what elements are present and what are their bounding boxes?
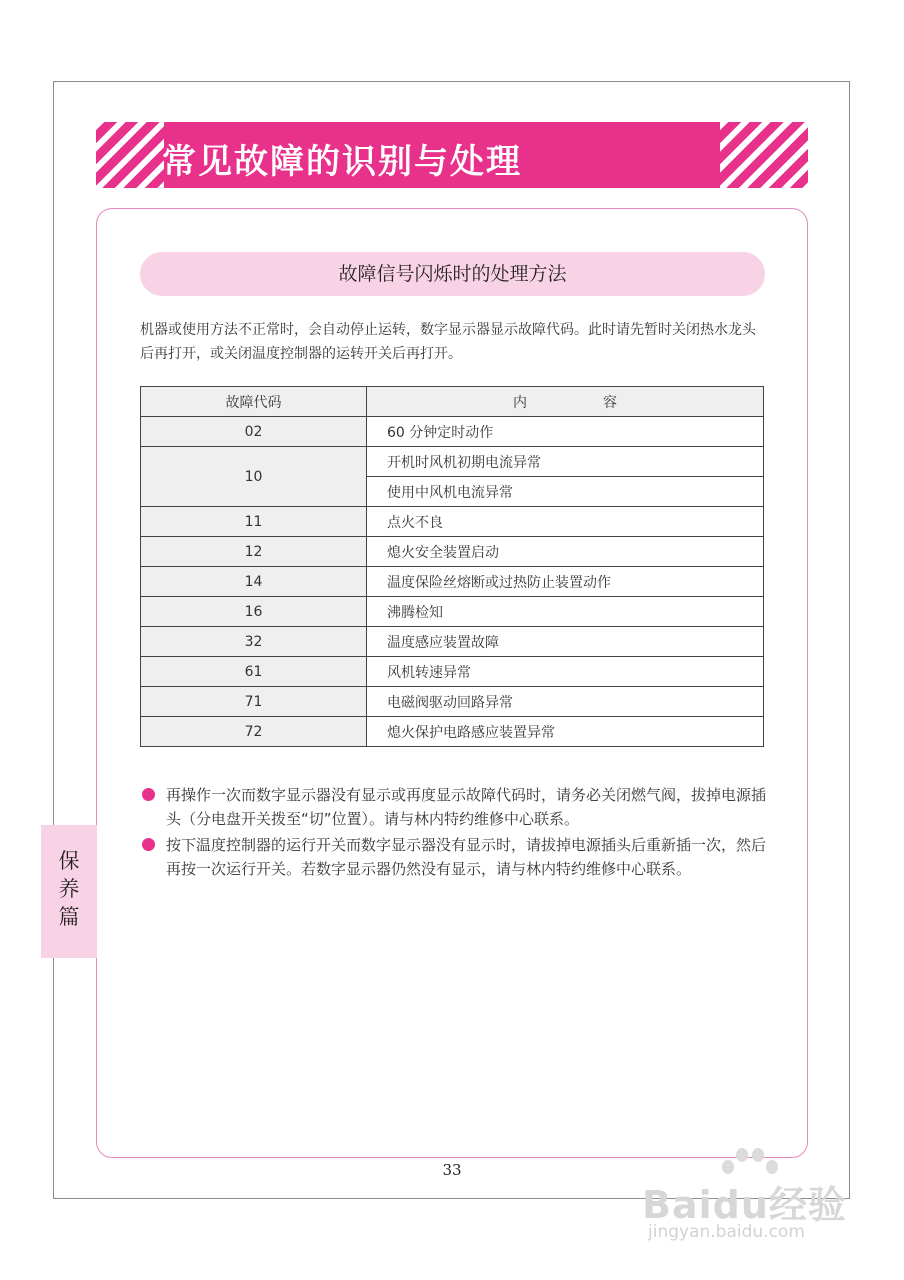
error-code: 32 xyxy=(141,627,367,657)
header-content-1: 内 xyxy=(513,394,527,411)
decorative-stripes-left xyxy=(96,122,164,188)
error-description: 60 分钟定时动作 xyxy=(367,417,764,447)
table-row xyxy=(141,537,764,567)
table-row xyxy=(141,687,764,717)
error-description: 使用中风机电流异常 xyxy=(367,477,764,507)
error-description: 风机转速异常 xyxy=(367,657,764,687)
error-code: 10 xyxy=(141,447,367,507)
table-row xyxy=(141,447,764,477)
table-row xyxy=(141,597,764,627)
error-code: 72 xyxy=(141,717,367,747)
note-text: 再操作一次而数字显示器没有显示或再度显示故障代码时，请务必关闭燃气阀，拔掉电源插头（分电盘开关拨至“切”位置）。请与林内特约维修中心联系。 xyxy=(166,786,767,828)
watermark-logo: Baidu经验 xyxy=(642,1183,847,1227)
error-code: 14 xyxy=(141,567,367,597)
intro-paragraph: 机器或使用方法不正常时，会自动停止运转，数字显示器显示故障代码。此时请先暂时关闭热水龙头后再打开，或关闭温度控制器的运转开关后再打开。 xyxy=(140,322,756,362)
table-row xyxy=(141,657,764,687)
error-code: 12 xyxy=(141,537,367,567)
error-code: 61 xyxy=(141,657,367,687)
side-tab-char: 养 xyxy=(58,877,80,901)
section-title: 故障信号闪烁时的处理方法 xyxy=(140,252,765,296)
side-tab-char: 篇 xyxy=(58,905,80,929)
error-code: 16 xyxy=(141,597,367,627)
list-item xyxy=(140,833,770,881)
error-description: 熄火安全装置启动 xyxy=(367,537,764,567)
bullet-dot-icon xyxy=(142,788,155,801)
title-banner xyxy=(96,122,808,188)
error-code: 71 xyxy=(141,687,367,717)
page-number: 33 xyxy=(442,1161,462,1179)
error-code: 02 xyxy=(141,417,367,447)
watermark-url: jingyan.baidu.com xyxy=(648,1222,805,1242)
header-content-2: 容 xyxy=(603,394,617,411)
error-description: 沸腾检知 xyxy=(367,597,764,627)
page-title: 常见故障的识别与处理 xyxy=(162,142,522,182)
table-row xyxy=(141,567,764,597)
bullet-dot-icon xyxy=(142,838,155,851)
notes-list xyxy=(140,783,770,883)
side-tab-maintenance xyxy=(41,825,97,958)
error-code: 11 xyxy=(141,507,367,537)
error-description: 点火不良 xyxy=(367,507,764,537)
error-description: 温度感应装置故障 xyxy=(367,627,764,657)
error-code-table xyxy=(140,386,764,747)
error-description: 熄火保护电路感应装置异常 xyxy=(367,717,764,747)
table-row xyxy=(141,717,764,747)
table-row xyxy=(141,507,764,537)
list-item xyxy=(140,783,770,831)
note-text: 按下温度控制器的运行开关而数字显示器没有显示时，请拔掉电源插头后重新插一次，然后再按一次运行开关。若数字显示器仍然没有显示，请与林内特约维修中心联系。 xyxy=(166,836,767,878)
table-row xyxy=(141,627,764,657)
header-content xyxy=(367,387,764,417)
error-description: 温度保险丝熔断或过热防止装置动作 xyxy=(367,567,764,597)
error-description: 电磁阀驱动回路异常 xyxy=(367,687,764,717)
decorative-stripes-right xyxy=(720,122,808,188)
error-description: 开机时风机初期电流异常 xyxy=(367,447,764,477)
table-header-row xyxy=(141,387,764,417)
table-row xyxy=(141,417,764,447)
baidu-watermark xyxy=(640,1140,860,1250)
header-code: 故障代码 xyxy=(141,387,367,417)
side-tab-char: 保 xyxy=(58,849,80,873)
